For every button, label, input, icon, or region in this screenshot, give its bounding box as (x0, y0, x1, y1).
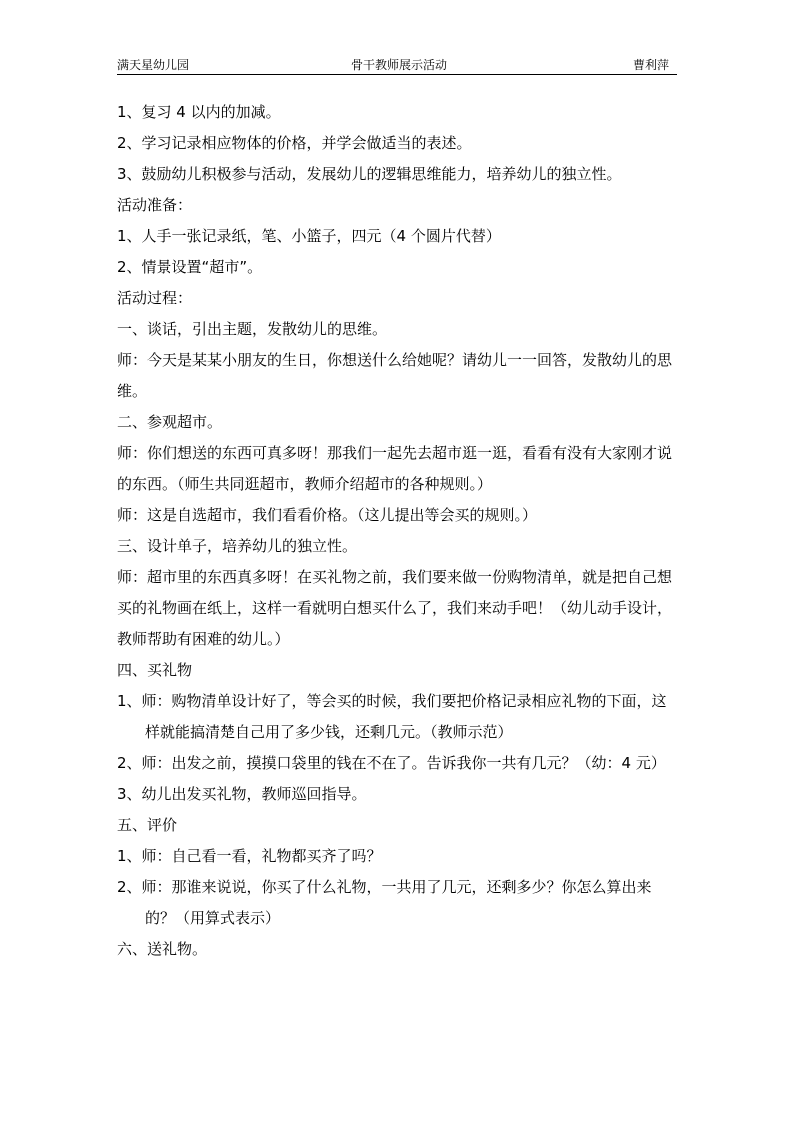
preparation-2: 2、情景设置“超市”。 (117, 258, 263, 276)
step-2-heading: 二、参观超市。 (117, 413, 223, 431)
step-6-heading: 六、送礼物。 (117, 940, 208, 958)
header-author: 曹利萍 (632, 58, 669, 72)
step-4-heading: 四、买礼物 (117, 661, 193, 679)
step-3-text: 师：超市里的东西真多呀！在买礼物之前，我们要来做一份购物清单，就是把自己想买的礼物画在纸上，这样一看就明白想买什么了，我们来动手吧！（幼儿动手设计，教师帮助有困难的幼儿。） (117, 568, 673, 648)
goal-2: 2、学习记录相应物体的价格，并学会做适当的表述。 (117, 134, 472, 152)
section-heading-preparation: 活动准备： (117, 196, 193, 214)
step-4-item-2: 2、师：出发之前，摸摸口袋里的钱在不在了。告诉我你一共有几元？（幼：4 元） (117, 754, 666, 772)
goal-3: 3、鼓励幼儿积极参与活动，发展幼儿的逻辑思维能力，培养幼儿的独立性。 (117, 165, 622, 183)
preparation-1: 1、人手一张记录纸，笔、小篮子，四元（4 个圆片代替） (117, 227, 501, 245)
step-3-heading: 三、设计单子，培养幼儿的独立性。 (117, 537, 358, 555)
step-5-heading: 五、评价 (117, 816, 178, 834)
step-4-item-1: 1、师：购物清单设计好了，等会买的时候，我们要把价格记录相应礼物的下面，这样就能搞清楚自己用了多少钱，还剩几元。（教师示范） (117, 692, 667, 741)
header-school-name: 满天星幼儿园 (117, 58, 190, 72)
section-heading-process: 活动过程： (117, 289, 193, 307)
step-5-item-1: 1、师：自己看一看，礼物都买齐了吗？ (117, 847, 382, 865)
step-2-text-a: 师：你们想送的东西可真多呀！那我们一起先去超市逛一逛，看看有没有大家刚才说的东西。（师生共同逛超市，教师介绍超市的各种规则。） (117, 444, 673, 493)
header-event-title: 骨干教师展示活动 (351, 58, 448, 72)
step-2-text-b: 师：这是自选超市，我们看看价格。（这儿提出等会买的规则。） (117, 506, 538, 524)
page-header (117, 56, 677, 75)
step-5-item-2: 2、师：那谁来说说，你买了什么礼物，一共用了几元，还剩多少？你怎么算出来的？（用算式表示） (117, 878, 652, 927)
document-body (117, 97, 677, 965)
step-1-heading: 一、谈话，引出主题，发散幼儿的思维。 (117, 320, 388, 338)
goal-1: 1、复习 4 以内的加减。 (117, 103, 281, 121)
step-4-item-3: 3、幼儿出发买礼物，教师巡回指导。 (117, 785, 367, 803)
step-1-text: 师：今天是某某小朋友的生日，你想送什么给她呢？请幼儿一一回答，发散幼儿的思维。 (117, 351, 673, 400)
